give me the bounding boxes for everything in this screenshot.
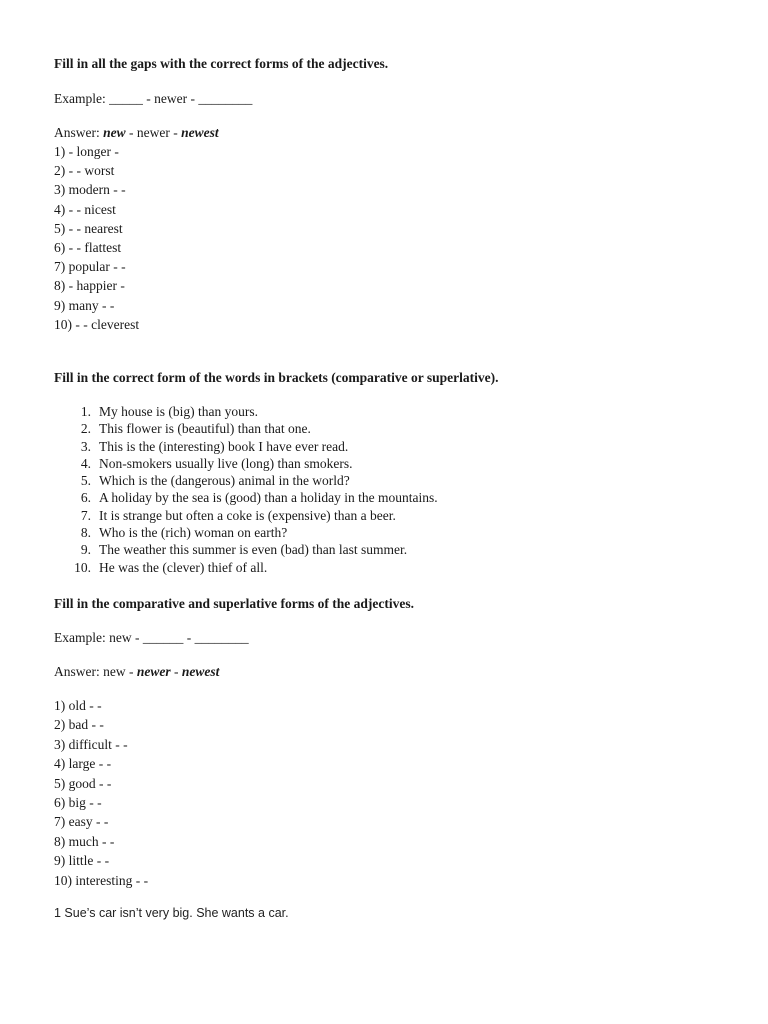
section3-list (54, 696, 148, 890)
list-item: 2) bad - - (54, 717, 104, 733)
section1-answer-superlative: newest (181, 125, 219, 140)
section1-answer-positive: new (103, 125, 126, 140)
list-item: 5) good - - (54, 775, 112, 791)
section2-list (54, 403, 438, 576)
list-item (54, 455, 438, 472)
list-item (54, 559, 438, 576)
item-number: 10. (74, 559, 91, 575)
section3-example (54, 628, 249, 647)
list-item: 8) - happier - (54, 278, 125, 294)
list-item (54, 507, 438, 524)
list-item (54, 541, 438, 558)
section3-answer (54, 662, 219, 681)
list-item: 6) - - flattest (54, 239, 122, 255)
list-item: 4) large - - (54, 756, 112, 772)
list-item (54, 489, 438, 506)
item-number: 6. (80, 490, 91, 506)
list-item: 3) difficult - - (54, 736, 128, 752)
item-number: 7. (80, 507, 91, 523)
list-item: 7) easy - - (54, 814, 109, 830)
item-number: 5. (80, 473, 91, 489)
footer-sentence: 1 Sue’s car isn’t very big. She wants a car. (54, 906, 289, 920)
item-text: Which is the (dangerous) animal in the world? (99, 473, 350, 489)
section3-heading: Fill in the comparative and superlative forms of the adjectives. (54, 596, 414, 611)
item-text: It is strange but often a coke is (expensive) than a beer. (99, 507, 396, 523)
section3-answer-separator: - (170, 664, 182, 679)
list-item (54, 524, 438, 541)
section3-example-text: new - ______ - ________ (109, 630, 249, 645)
list-item (54, 403, 438, 420)
list-item (54, 420, 438, 437)
list-item: 1) - longer - (54, 144, 119, 159)
section3-answer-positive: new - (103, 664, 137, 679)
item-text: This flower is (beautiful) than that one. (99, 421, 311, 437)
section1-example-text: _____ - newer - ________ (109, 91, 253, 106)
item-text: This is the (interesting) book I have ever read. (99, 438, 349, 454)
item-number: 3. (80, 438, 91, 454)
list-item: 8) much - - (54, 833, 115, 849)
list-item: 5) - - nearest (54, 220, 123, 236)
list-item: 1) old - - (54, 698, 102, 713)
item-text: My house is (big) than yours. (99, 404, 258, 419)
section1-example-label: Example: (54, 91, 106, 106)
section3-answer-comparative: newer (136, 664, 171, 679)
item-number: 1. (80, 404, 91, 419)
list-item: 2) - - worst (54, 163, 115, 179)
list-item: 9) little - - (54, 853, 110, 869)
item-number: 2. (80, 421, 91, 437)
list-item: 4) - - nicest (54, 201, 116, 217)
section1-list (54, 142, 139, 334)
item-number: 8. (80, 525, 91, 541)
item-text: Who is the (rich) woman on earth? (99, 525, 288, 541)
list-item: 6) big - - (54, 794, 102, 810)
list-item: 10) interesting - - (54, 872, 149, 888)
section1-answer (54, 123, 219, 142)
section3-answer-label: Answer: (54, 664, 100, 679)
section1-answer-label: Answer: (54, 125, 100, 140)
item-number: 9. (80, 542, 91, 558)
item-number: 4. (80, 455, 91, 471)
section3-example-label: Example: (54, 630, 106, 645)
item-text: The weather this summer is even (bad) than last summer. (99, 542, 408, 558)
list-item: 3) modern - - (54, 182, 126, 198)
section3-answer-superlative: newest (181, 664, 220, 679)
section1-heading: Fill in all the gaps with the correct forms of the adjectives. (54, 56, 389, 71)
item-text: A holiday by the sea is (good) than a holiday in the mountains. (99, 490, 438, 506)
section1-answer-middle: - newer - (125, 125, 182, 140)
list-item (54, 472, 438, 489)
list-item: 9) many - - (54, 297, 115, 313)
item-text: He was the (clever) thief of all. (99, 559, 268, 575)
list-item (54, 438, 438, 455)
item-text: Non-smokers usually live (long) than smokers. (99, 455, 353, 471)
section2-heading: Fill in the correct form of the words in brackets (comparative or superlative). (54, 370, 499, 385)
list-item: 7) popular - - (54, 259, 126, 275)
list-item: 10) - - cleverest (54, 316, 140, 332)
section1-example (54, 89, 252, 108)
